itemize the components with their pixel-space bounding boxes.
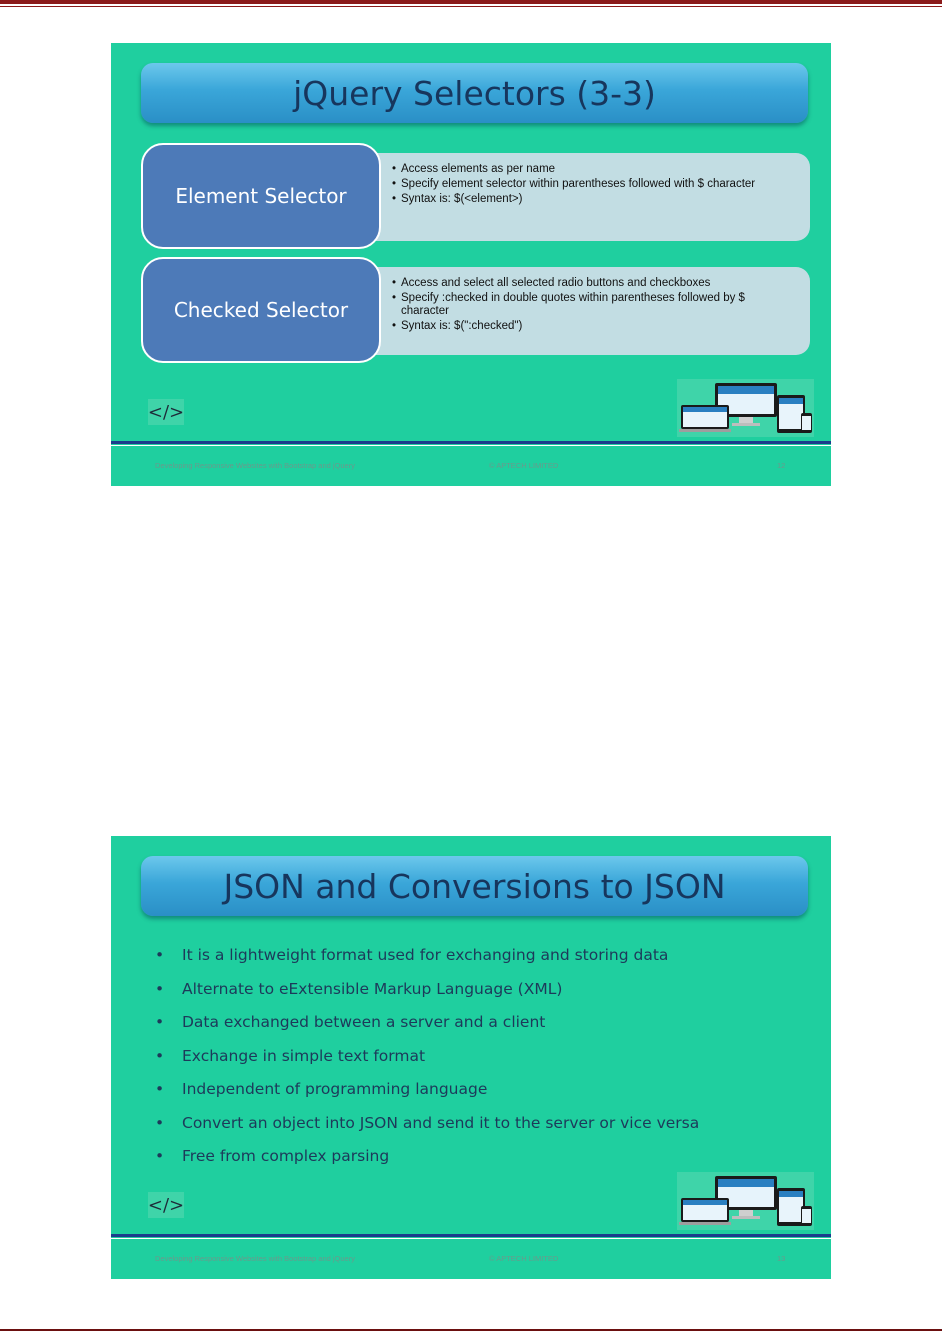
footer-page-number: 13 [777, 1254, 786, 1263]
page-footer-rule [0, 1329, 942, 1331]
list-item: • It is a lightweight format used for exchanging and storing data [155, 946, 699, 980]
selector-label-pill [141, 257, 381, 363]
slide-title-bar [141, 856, 808, 916]
selector-row-checked [141, 257, 810, 365]
page-header-rule-thin [0, 6, 942, 7]
detail-bullet: • Specify :checked in double quotes within parentheses followed by $ character [401, 292, 794, 318]
list-item: • Data exchanged between a server and a client [155, 1013, 699, 1047]
selector-detail-panel [351, 153, 810, 241]
pen-code-icon: </> [148, 1192, 184, 1218]
footer-course-title: Developing Responsive Websites with Bootstrap and jQuery [155, 1254, 355, 1263]
list-item: • Free from complex parsing [155, 1147, 699, 1181]
footer-divider-thin [111, 1238, 831, 1239]
list-item: • Exchange in simple text format [155, 1047, 699, 1081]
footer-divider-thin [111, 445, 831, 446]
slide-title-bar [141, 63, 808, 123]
footer-divider [111, 1234, 831, 1237]
detail-bullet: • Access and select all selected radio buttons and checkboxes [401, 277, 794, 290]
detail-bullet: • Access elements as per name [401, 163, 794, 176]
list-item: • Convert an object into JSON and send it to the server or vice versa [155, 1114, 699, 1148]
footer-divider [111, 441, 831, 444]
detail-bullet: • Syntax is: $(<element>) [401, 193, 794, 206]
responsive-devices-icon [677, 1172, 814, 1230]
json-bullet-list [155, 946, 699, 1181]
selector-detail-list [351, 153, 810, 206]
footer-copyright: © APTECH LIMITED [489, 461, 559, 470]
footer-page-number: 12 [777, 461, 786, 470]
page-header-rule [0, 0, 942, 4]
selector-row-element [141, 143, 810, 251]
responsive-devices-icon [677, 379, 814, 437]
slide-footer-band [111, 1232, 831, 1240]
selector-label-pill [141, 143, 381, 249]
selector-detail-panel [351, 267, 810, 355]
footer-course-title: Developing Responsive Websites with Bootstrap and jQuery [155, 461, 355, 470]
footer-copyright: © APTECH LIMITED [489, 1254, 559, 1263]
slide-jquery-selectors [111, 43, 831, 486]
selector-label: Element Selector [175, 184, 347, 208]
pen-code-icon: </> [148, 399, 184, 425]
slide-title: JSON and Conversions to JSON [223, 866, 726, 906]
detail-bullet: • Syntax is: $(":checked") [401, 320, 794, 333]
selector-label: Checked Selector [173, 298, 349, 322]
detail-bullet: • Specify element selector within parentheses followed with $ character [401, 178, 794, 191]
slide-json-conversions [111, 836, 831, 1279]
slide-footer-band [111, 439, 831, 447]
selector-detail-list [351, 267, 810, 333]
list-item: • Independent of programming language [155, 1080, 699, 1114]
list-item: • Alternate to eExtensible Markup Language (XML) [155, 980, 699, 1014]
slide-title: jQuery Selectors (3-3) [293, 73, 656, 113]
